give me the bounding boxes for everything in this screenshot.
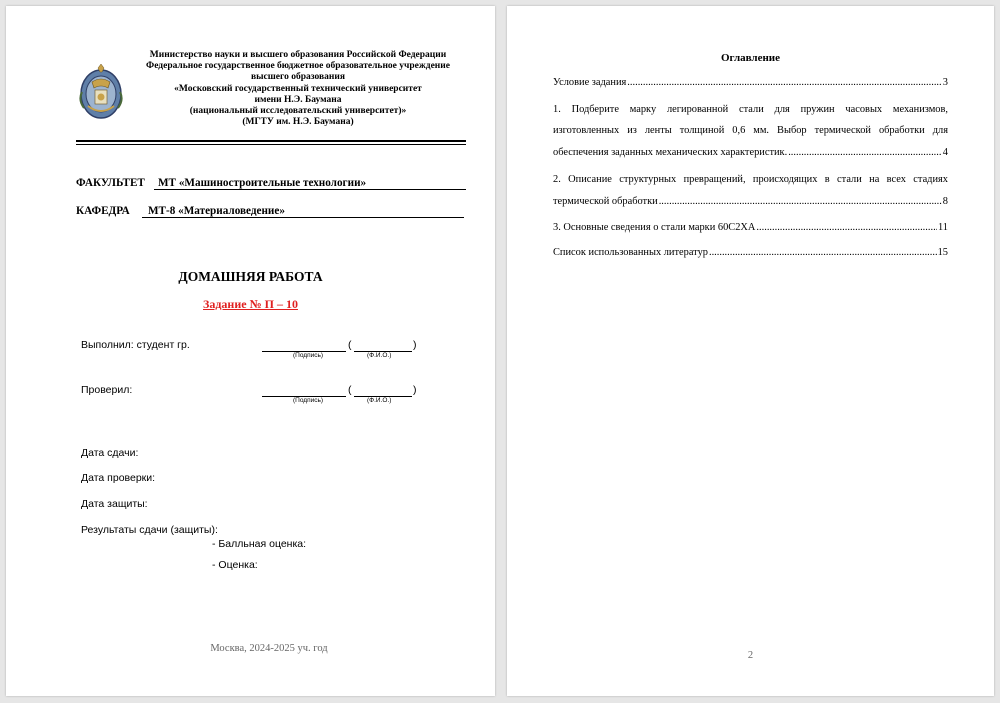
department-row: [76, 205, 285, 217]
performed-name-caption: (Ф.И.О.): [367, 352, 392, 359]
header-line-3: высшего образования: [251, 72, 345, 83]
header-divider-thick: [76, 140, 466, 142]
checked-name-caption: (Ф.И.О.): [367, 397, 392, 404]
faculty-label: ФАКУЛЬТЕТ: [76, 177, 145, 189]
checked-paren-close: ): [413, 384, 417, 396]
header-line-7: (МГТУ им. Н.Э. Баумана): [242, 117, 354, 128]
toc-page-number: 4: [942, 146, 948, 158]
task-number: Задание № П – 10: [203, 297, 298, 311]
toc-page-number: 11: [937, 222, 948, 233]
header-divider-thin: [76, 144, 466, 145]
header-line-6: (национальный исследовательский университет)»: [189, 106, 407, 117]
toc-page-number: 3: [942, 77, 948, 88]
document-title: ДОМАШНЯЯ РАБОТА: [178, 269, 323, 284]
toc-entry-2[interactable]: [553, 99, 948, 164]
defense-date-label: Дата защиты:: [81, 498, 148, 510]
faculty-row: [76, 177, 367, 189]
toc-entry-3[interactable]: [553, 169, 948, 212]
toc-entry-5[interactable]: [553, 242, 948, 264]
table-of-contents: [553, 72, 948, 263]
toc-leader: [756, 217, 937, 239]
performed-paren-open: (: [348, 339, 352, 351]
performed-label: Выполнил: студент гр.: [81, 339, 190, 351]
page-number: 2: [747, 650, 754, 661]
toc-leader: [788, 142, 942, 164]
department-label: КАФЕДРА: [76, 205, 130, 217]
checked-label: Проверил:: [81, 384, 133, 396]
toc-title: Оглавление: [720, 52, 781, 64]
toc-entry-4[interactable]: [553, 217, 948, 239]
check-date-label: Дата проверки:: [81, 472, 156, 484]
university-header: [76, 50, 468, 142]
checked-paren-open: (: [348, 384, 352, 396]
score-label: - Балльная оценка:: [212, 538, 307, 550]
toc-entry-text: 3. Основные сведения о стали марки 60С2ХА: [553, 222, 756, 233]
toc-leader: [627, 72, 942, 94]
grade-label: - Оценка:: [212, 559, 258, 571]
toc-leader: [659, 191, 942, 213]
contents-page: [507, 6, 994, 696]
toc-entry-text: изготовленных из ленты толщиной 0,6 мм. Выбор термической обработки для: [553, 125, 948, 136]
department-value: МТ-8 «Материаловедение»: [142, 205, 464, 218]
city-year-footer: Москва, 2024-2025 уч. год: [210, 643, 328, 654]
toc-entry-text: 1. Подберите марку легированной стали для пружин часовых механизмов,: [553, 103, 948, 115]
organization-text: [128, 50, 468, 128]
toc-entry-text: 2. Описание структурных превращений, происходящих в стали на всех стадиях: [553, 174, 948, 185]
header-line-1: Министерство науки и высшего образования Российской Федерации: [149, 50, 447, 60]
header-line-5: имени Н.Э. Баумана: [254, 94, 342, 105]
toc-entry-text: термической обработки: [553, 195, 658, 207]
faculty-value: МТ «Машиностроительные технологии»: [154, 177, 466, 190]
title-page: [6, 6, 495, 696]
header-line-2: Федеральное государственное бюджетное образовательное учреждение: [146, 61, 450, 72]
checked-signature-caption: (Подпись): [293, 397, 324, 404]
submission-date-label: Дата сдачи:: [81, 447, 139, 459]
toc-entry-text: Условие задания: [553, 77, 627, 88]
bmstu-emblem-icon: [78, 62, 124, 122]
toc-page-number: 8: [942, 195, 948, 207]
toc-entry-1[interactable]: [553, 72, 948, 94]
results-label: Результаты сдачи (защиты):: [81, 524, 218, 536]
toc-page-number: 15: [937, 246, 948, 258]
toc-entry-text: Список использованных литератур: [553, 246, 708, 258]
performed-signature-caption: (Подпись): [293, 352, 324, 359]
toc-entry-text: обеспечения заданных механических характеристик.: [553, 146, 788, 158]
toc-leader: [709, 242, 937, 264]
header-line-4: «Московский государственный технический университет: [174, 83, 422, 94]
performed-paren-close: ): [413, 339, 417, 351]
